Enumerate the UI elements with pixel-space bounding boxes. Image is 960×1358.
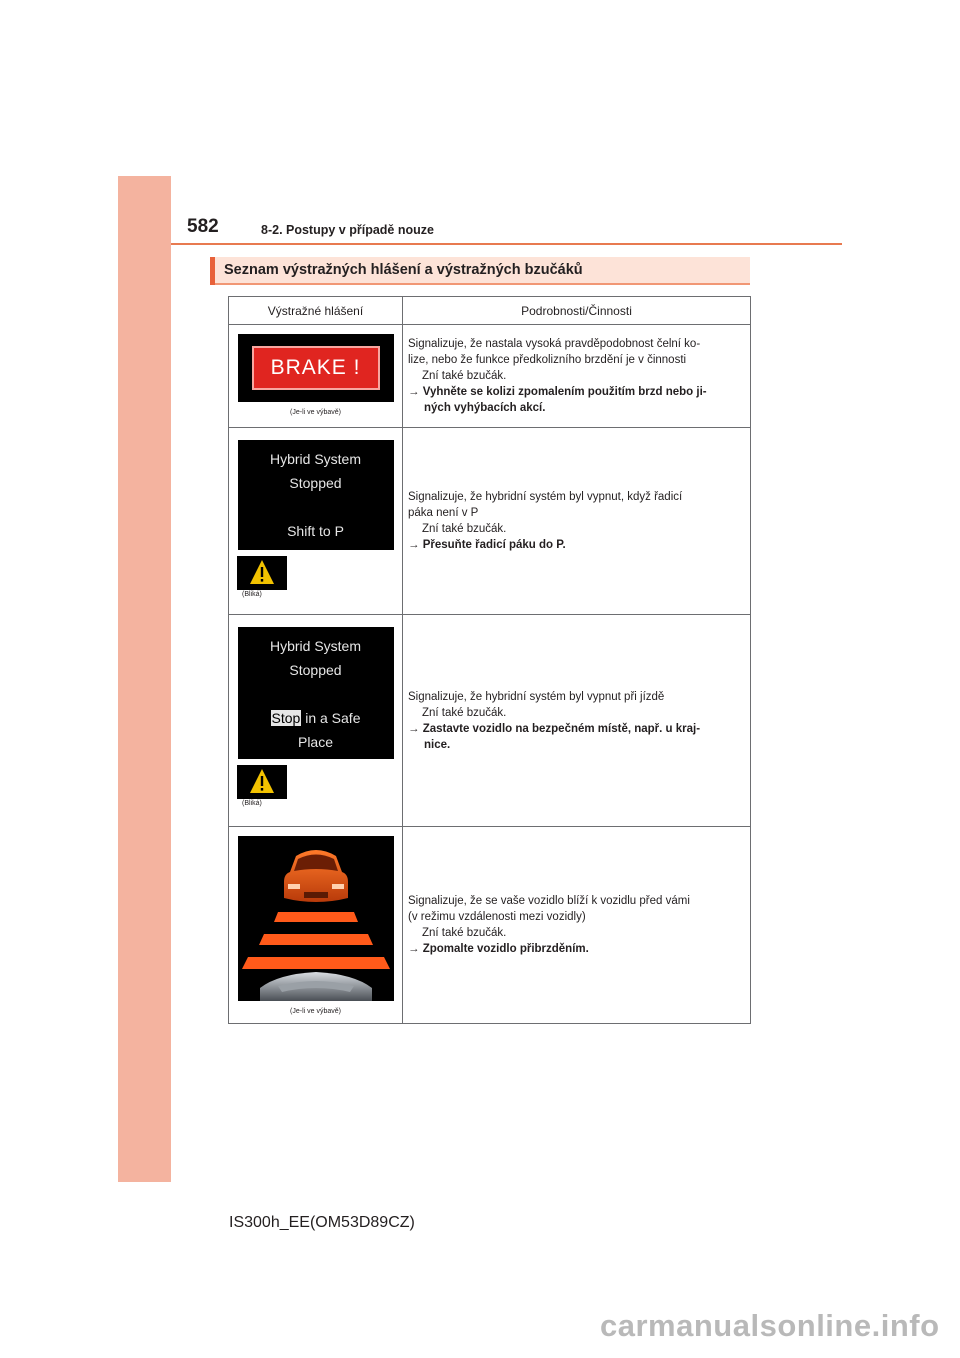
details-cell (403, 428, 751, 615)
warning-triangle-icon (237, 556, 287, 590)
message-cell (229, 428, 403, 615)
arrow-icon: → (408, 386, 420, 398)
brake-warning-label: BRAKE ! (252, 346, 380, 390)
action-line: nice. (424, 738, 451, 751)
action-instruction (408, 941, 746, 957)
section-header (210, 257, 750, 285)
display-text: Hybrid System (269, 638, 362, 654)
action-line: Vyhněte se kolizi zpomalením použitím brzd nebo ji- (422, 386, 707, 398)
side-band (118, 176, 171, 1182)
message-cell (229, 827, 403, 1024)
details-cell (403, 827, 751, 1024)
detail-line: (v režimu vzdálenosti mezi vozidly) (408, 911, 586, 923)
section-title: Seznam výstražných hlášení a výstražných bzučáků (224, 262, 583, 278)
page-number: 582 (187, 216, 219, 237)
detail-line: Signalizuje, že hybridní systém byl vypnut, když řadicí (408, 491, 683, 503)
display-text: Place (297, 734, 334, 750)
chapter-title: 8-2. Postupy v případě nouze (261, 223, 434, 237)
display-text-line (238, 706, 394, 730)
column-header-message: Výstražné hlášení (229, 297, 403, 325)
action-line: ných vyhýbacích akcí. (424, 402, 546, 414)
detail-line: Signalizuje, že hybridní systém byl vypnut při jízdě (408, 690, 665, 703)
buzzer-note: Zní také bzučák. (422, 523, 507, 535)
arrow-icon: → (408, 722, 420, 735)
detail-line: Signalizuje, že nastala vysoká pravděpodobnost čelní ko- (408, 338, 701, 350)
caption: (Je-li ve výbavě) (290, 409, 341, 416)
warning-triangle-icon (237, 765, 287, 799)
detail-line: páka není v P (408, 507, 479, 519)
table-row (229, 827, 751, 1024)
buzzer-note: Zní také bzučák. (422, 370, 507, 382)
message-cell (229, 615, 403, 827)
column-header-details: Podrobnosti/Činnosti (403, 297, 751, 325)
approaching-vehicle-graphic (238, 836, 394, 1001)
detail-line: Signalizuje, že se vaše vozidlo blíží k vozidlu před vámi (408, 895, 690, 907)
brake-warning-display (238, 334, 394, 402)
details-cell (403, 325, 751, 428)
table-row (229, 615, 751, 827)
display-text: Hybrid System (269, 451, 362, 467)
action-instruction (408, 384, 746, 416)
display-text: Stopped (289, 662, 342, 678)
action-instruction (408, 721, 746, 753)
arrow-icon: → (408, 943, 420, 955)
watermark: carmanualsonline.info (600, 1308, 940, 1343)
caption: (Je-li ve výbavě) (290, 1008, 341, 1015)
display-text: Stopped (289, 475, 342, 491)
table-row (229, 428, 751, 615)
table-row (229, 325, 751, 428)
action-instruction (408, 537, 746, 553)
footer-model-code: IS300h_EE(OM53D89CZ) (229, 1214, 415, 1231)
display-text: Shift to P (287, 523, 344, 539)
action-line: Přesuňte řadicí páku do P. (422, 539, 566, 551)
section-accent (210, 257, 215, 285)
arrow-icon: → (408, 539, 420, 551)
hybrid-stopped-display (238, 440, 394, 550)
stop-highlight: Stop (271, 710, 301, 726)
message-cell (229, 325, 403, 428)
caption: (Bliká) (242, 591, 262, 598)
hybrid-stopped-safe-display (238, 627, 394, 759)
action-line: Zpomalte vozidlo přibrzděním. (422, 943, 589, 955)
buzzer-note: Zní také bzučák. (422, 927, 507, 939)
table-header-row (229, 297, 751, 325)
detail-line: lize, nebo že funkce předkolizního brzdění je v činnosti (408, 354, 687, 366)
header-rule (171, 243, 842, 245)
buzzer-note: Zní také bzučák. (422, 706, 507, 719)
distance-warning-display (238, 836, 394, 1001)
details-cell (403, 615, 751, 827)
warning-table (228, 296, 751, 1024)
display-text: in a Safe (305, 710, 361, 726)
action-line: Zastavte vozidlo na bezpečném místě, např. u kraj- (422, 722, 701, 735)
caption: (Bliká) (242, 800, 262, 807)
